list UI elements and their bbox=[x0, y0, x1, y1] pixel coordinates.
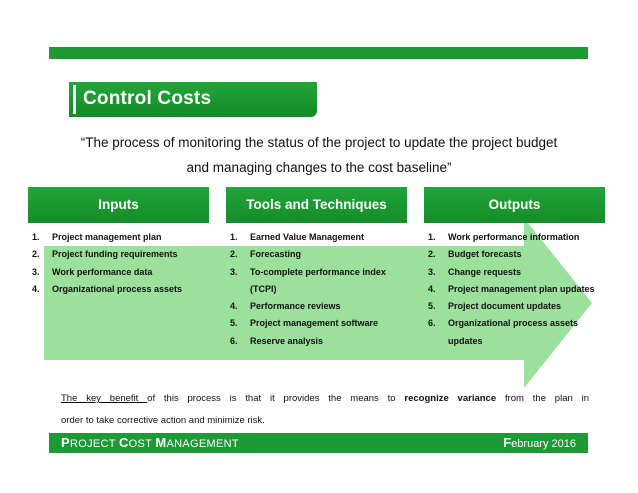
list-item: 3. Change requests bbox=[428, 266, 522, 277]
slide-title: Control Costs bbox=[83, 88, 212, 109]
list-item: 2. Project funding requirements bbox=[32, 249, 178, 260]
list-item: 3. Work performance data bbox=[32, 266, 153, 277]
inputs-heading: Inputs bbox=[28, 187, 209, 223]
title-box bbox=[69, 82, 317, 117]
key-benefit-line2: order to take corrective action and minimize risk. bbox=[61, 415, 265, 426]
list-item: 3. To-complete performance index (TCPI) bbox=[230, 266, 386, 294]
tools-list bbox=[226, 223, 407, 350]
tools-column bbox=[226, 187, 407, 350]
outputs-column bbox=[424, 187, 605, 350]
inputs-list bbox=[28, 223, 209, 298]
outputs-heading: Outputs bbox=[424, 187, 605, 223]
key-benefit-lead: The key benefit bbox=[61, 393, 148, 404]
key-benefit-text bbox=[61, 389, 589, 433]
list-item: 5. Project document updates bbox=[428, 301, 562, 312]
list-item: 4. Performance reviews bbox=[230, 301, 341, 312]
list-item: 6. Reserve analysis bbox=[230, 335, 324, 346]
definition-quote-line1: “The process of monitoring the status of the project to update the project budget bbox=[80, 135, 558, 150]
list-item: 4. Organizational process assets bbox=[32, 283, 183, 294]
list-item: 1. Project management plan bbox=[32, 232, 162, 242]
footer-date: February 2016 bbox=[503, 435, 576, 450]
inputs-column bbox=[28, 187, 209, 298]
footer-bar bbox=[49, 433, 588, 453]
outputs-list bbox=[424, 223, 605, 350]
tools-heading: Tools and Techniques bbox=[226, 187, 407, 223]
list-item: 5. Project management software bbox=[230, 318, 379, 329]
title-divider bbox=[73, 85, 76, 114]
list-item: 2. Forecasting bbox=[230, 249, 302, 260]
top-accent-bar bbox=[49, 47, 588, 59]
footer-course-title: PROJECT COST MANAGEMENT bbox=[61, 435, 239, 450]
key-benefit-line1: The key benefit of this process is that it provides the means to recognize variance from the plan in bbox=[61, 393, 589, 404]
list-item: 1. Earned Value Management bbox=[230, 232, 365, 242]
definition-quote-line2: and managing changes to the cost baseline” bbox=[186, 160, 452, 175]
list-item: 2. Budget forecasts bbox=[428, 249, 522, 260]
key-benefit-emphasis: recognize variance bbox=[404, 393, 497, 404]
list-item: 4. Project management plan updates bbox=[428, 283, 595, 294]
list-item: 1. Work performance information bbox=[428, 232, 580, 242]
list-item: 6. Organizational process assets updates bbox=[428, 318, 579, 346]
